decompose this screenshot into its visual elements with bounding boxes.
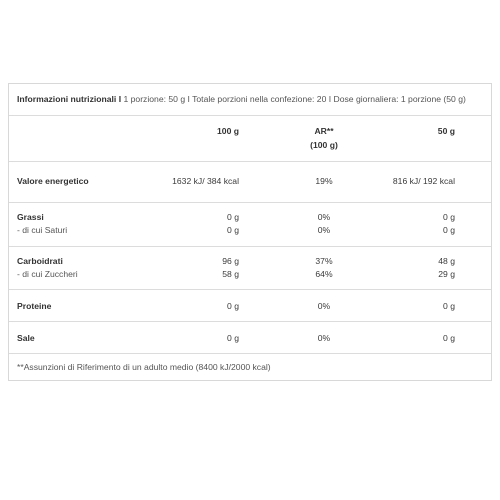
energy-50g: 816 kJ/ 192 kcal bbox=[392, 176, 455, 186]
fat-50g: 0 g bbox=[443, 212, 455, 222]
fat-label: Grassi bbox=[17, 212, 44, 222]
saturated-ar: 0% bbox=[317, 225, 331, 235]
energy-ar: 19% bbox=[315, 176, 333, 186]
protein-label: Proteine bbox=[17, 301, 52, 311]
table-row-energy bbox=[9, 162, 491, 203]
column-header-ar-unit: (100 g) bbox=[310, 140, 338, 150]
sugars-50g: 29 g bbox=[438, 269, 455, 279]
sugars-ar: 64% bbox=[315, 269, 333, 279]
protein-ar: 0% bbox=[317, 301, 331, 311]
salt-50g: 0 g bbox=[443, 333, 455, 343]
saturated-label: - di cui Saturi bbox=[17, 225, 68, 235]
saturated-100g: 0 g bbox=[227, 225, 239, 235]
salt-100g: 0 g bbox=[227, 333, 239, 343]
table-row-protein bbox=[9, 290, 491, 322]
table-row-carbs bbox=[9, 247, 491, 290]
fat-100g: 0 g bbox=[227, 212, 239, 222]
nutrition-table bbox=[8, 83, 492, 381]
carbs-label: Carboidrati bbox=[17, 256, 63, 266]
footnote: **Assunzioni di Riferimento di un adulto medio (8400 kJ/2000 kcal) bbox=[17, 362, 271, 372]
header-title: Informazioni nutrizionali I bbox=[17, 94, 122, 104]
protein-50g: 0 g bbox=[443, 301, 455, 311]
column-header-ar: AR** bbox=[314, 126, 334, 136]
sugars-100g: 58 g bbox=[222, 269, 239, 279]
header-text bbox=[17, 93, 466, 106]
energy-label: Valore energetico bbox=[17, 176, 89, 186]
salt-label: Sale bbox=[17, 333, 35, 343]
sugars-label: - di cui Zuccheri bbox=[17, 269, 78, 279]
column-header-50g: 50 g bbox=[437, 126, 455, 136]
carbs-50g: 48 g bbox=[438, 256, 455, 266]
footnote-row bbox=[9, 354, 491, 380]
energy-100g: 1632 kJ/ 384 kcal bbox=[172, 176, 239, 186]
fat-ar: 0% bbox=[317, 212, 331, 222]
saturated-50g: 0 g bbox=[443, 225, 455, 235]
table-header-row bbox=[9, 84, 491, 116]
column-header-row bbox=[9, 116, 491, 162]
protein-100g: 0 g bbox=[227, 301, 239, 311]
carbs-100g: 96 g bbox=[222, 256, 239, 266]
salt-ar: 0% bbox=[317, 333, 331, 343]
header-details: 1 porzione: 50 g I Totale porzioni nella confezione: 20 I Dose giornaliera: 1 porzione (50 g) bbox=[123, 94, 466, 104]
carbs-ar: 37% bbox=[315, 256, 333, 266]
column-header-100g: 100 g bbox=[217, 126, 239, 136]
table-row-salt bbox=[9, 322, 491, 354]
table-row-fat bbox=[9, 203, 491, 247]
